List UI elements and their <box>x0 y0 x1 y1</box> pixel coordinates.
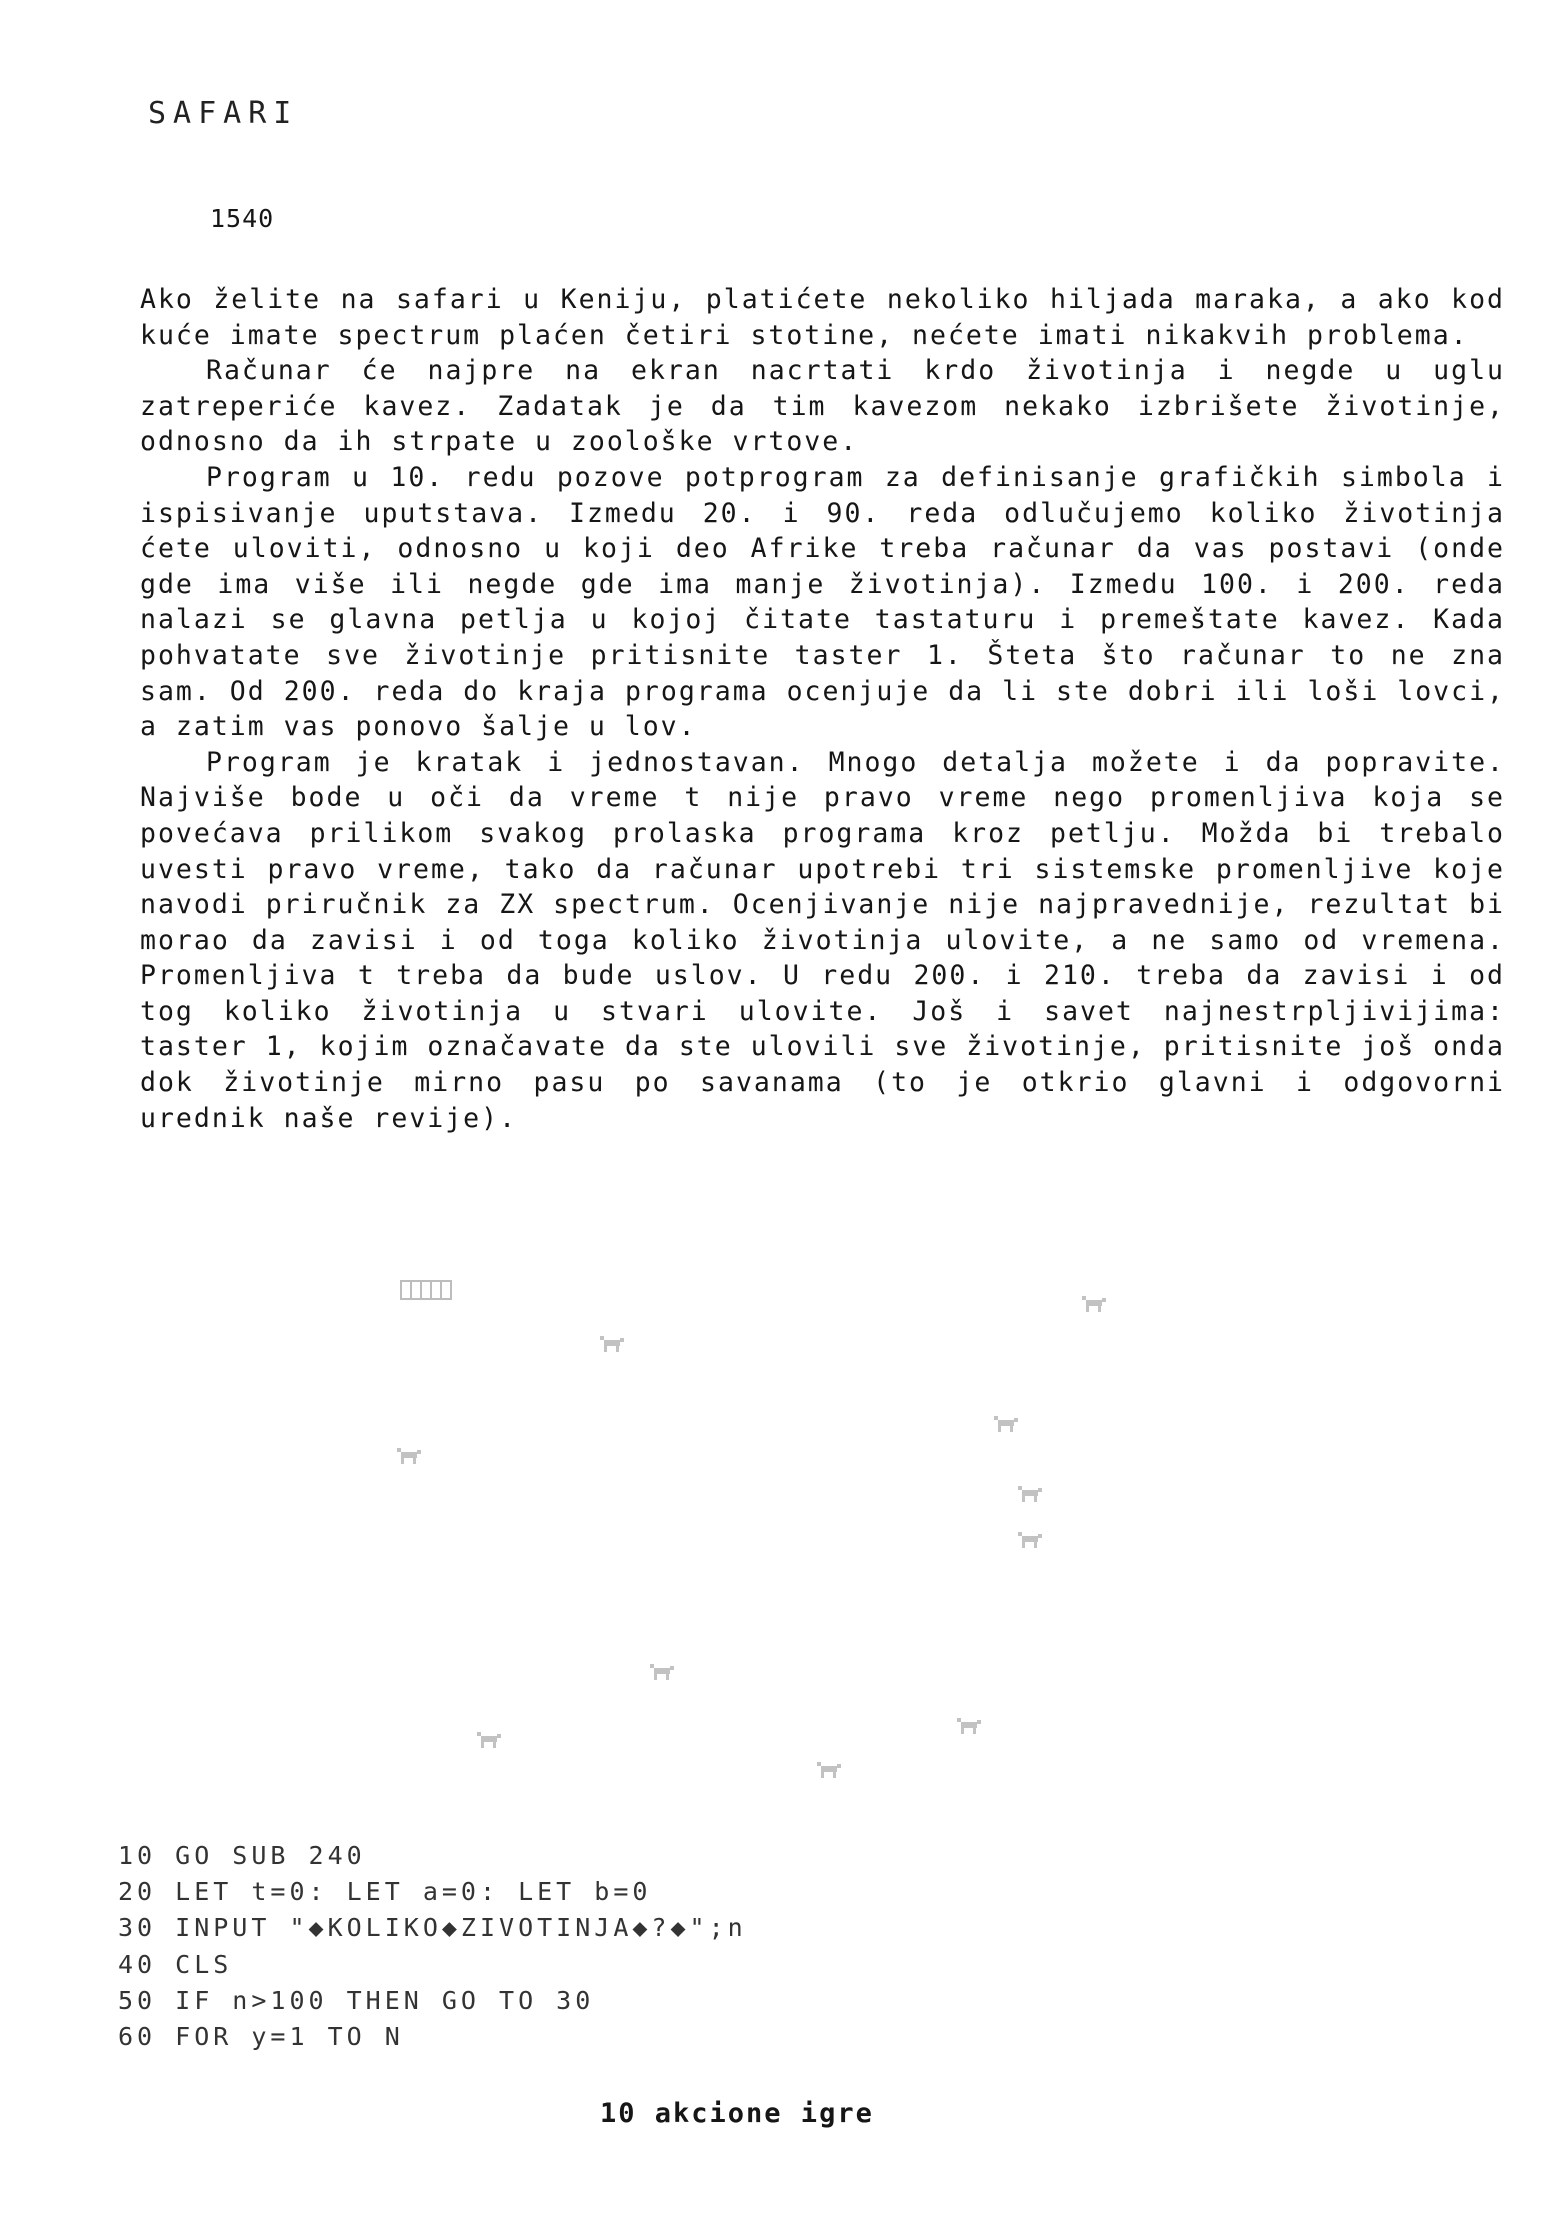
paragraph: Program u 10. redu pozove potprogram za definisanje grafičkih simbola i ispisivanje uputstava. Izmedu 20. i 90. reda odlučujemo koliko životinja ćete uloviti, odnosno u koji deo Afrike treba računar da vas postavi (onde gde ima više ili negde gde ima manje životinja). Izmedu 100. i 200. reda nalazi se glavna petlja u kojoj čitate tastaturu i premeštate kavez. Kada pohvatate sve životinje pritisnite taster 1. Šteta što računar to ne zna sam. Od 200. reda do kraja programa ocenjuje da li ste dobri ili loši lovci, a zatim vas ponovo šalje u lov. <box>140 461 1505 743</box>
animal-icon <box>1016 1526 1046 1552</box>
animal-icon <box>475 1726 505 1752</box>
code-line: 20 LET t=0: LET a=0: LET b=0 <box>118 1877 652 1907</box>
animal-icon <box>992 1410 1022 1436</box>
program-number: 1540 <box>210 204 275 233</box>
animal-icon <box>648 1658 678 1684</box>
animal-icon <box>395 1442 425 1468</box>
code-line: 50 IF n>100 THEN GO TO 30 <box>118 1985 595 2015</box>
code-line: 10 GO SUB 240 <box>118 1841 366 1870</box>
paragraph: Računar će najpre na ekran nacrtati krdo životinja i negde u uglu zatreperiće kavez. Zadatak je da tim kavezom nekako izbrišete životinje, odnosno da ih strpate u zoološke vrtove. <box>140 355 1505 458</box>
basic-listing <box>118 1838 747 2055</box>
animal-icon <box>1016 1480 1046 1506</box>
animal-icon <box>955 1712 985 1738</box>
paragraph: Ako želite na safari u Keniju, platićete nekoliko hiljada maraka, a ako kod kuće imate spectrum plaćen četiri stotine, nećete imati nikakvih problema. <box>140 284 1505 351</box>
page-footer: 10 akcione igre <box>600 2098 874 2129</box>
cage-icon <box>398 1276 454 1304</box>
page-title: SAFARI <box>148 96 299 131</box>
code-line: 60 FOR y=1 TO N <box>118 2022 404 2052</box>
paragraph: Program je kratak i jednostavan. Mnogo detalja možete i da popravite. Najviše bode u oči da vreme t nije pravo vreme nego promenljiva koja se povećava prilikom svakog prolaska programa kroz petlju. Možda bi trebalo uvesti pravo vreme, tako da računar upotrebi tri sistemske promenljive koje navodi priručnik za ZX spectrum. Ocenjivanje nije najpravednije, rezultat bi morao da zavisi i od toga koliko životinja ulovite, a ne samo od vremena. Promenljiva t treba da bude uslov. U redu 200. i 210. treba da zavisi i od tog koliko životinja u stvari ulovite. Još i savet najnestrpljivijima: taster 1, kojim označavate da ste ulovili sve životinje, pritisnite još onda dok životinje mirno pasu po savanama (to je otkrio glavni i odgovorni urednik naše revije). <box>140 746 1505 1134</box>
animal-icon <box>598 1330 628 1356</box>
code-line: 30 INPUT "◆KOLIKO◆ZIVOTINJA◆?◆";n <box>118 1913 747 1943</box>
animal-icon <box>815 1756 845 1782</box>
animal-icon <box>1080 1290 1110 1316</box>
code-line: 40 CLS <box>118 1949 233 1979</box>
